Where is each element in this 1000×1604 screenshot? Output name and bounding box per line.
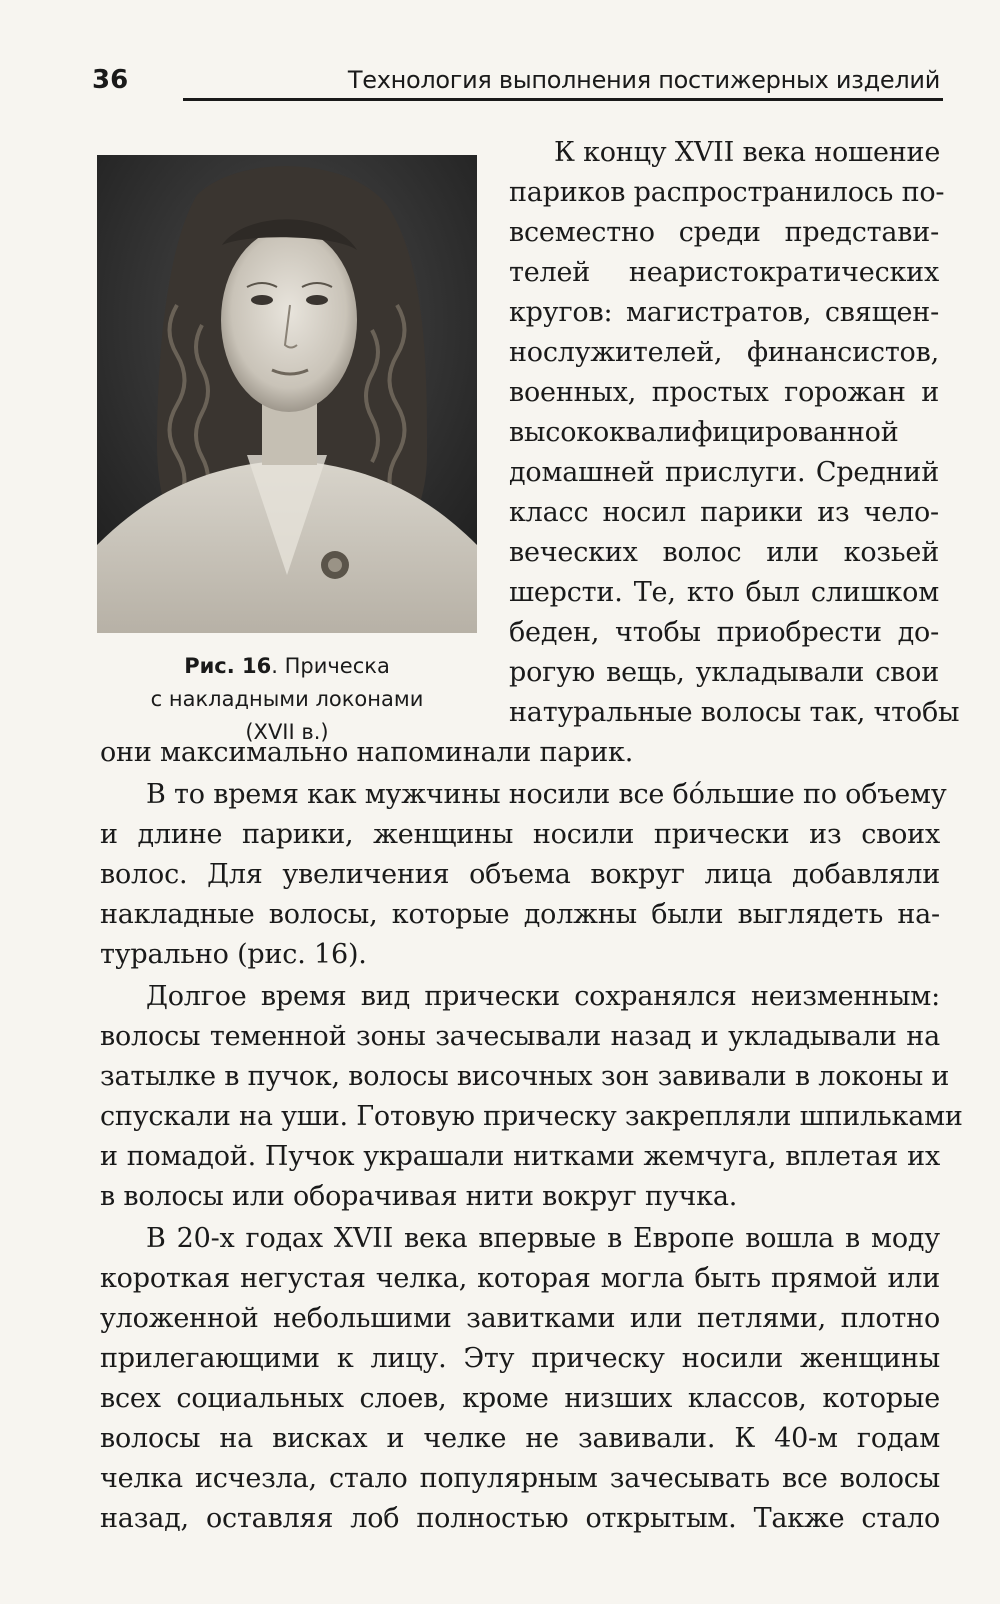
text-line: волос. Для увеличения объема вокруг лица добавляли bbox=[100, 859, 940, 890]
caption-line-1 bbox=[97, 650, 477, 683]
text-line: назад, оставляя лоб полностью открытым. Также стало bbox=[100, 1503, 940, 1534]
text-line: класс носил парики из чело- bbox=[509, 497, 939, 528]
text-line: короткая негустая челка, которая могла быть прямой или bbox=[100, 1263, 940, 1294]
text-line: К концу XVII века ношение bbox=[554, 137, 941, 168]
text-line: прилегающими к лицу. Эту прическу носили женщины bbox=[100, 1343, 940, 1374]
text-line: спускали на уши. Готовую прическу закрепляли шпильками bbox=[100, 1101, 963, 1132]
text-line: волосы на висках и челке не завивали. К 40-м годам bbox=[100, 1423, 940, 1454]
text-line: и длине парики, женщины носили прически из своих bbox=[100, 819, 940, 850]
text-line: рогую вещь, укладывали свои bbox=[509, 657, 939, 688]
caption-line-3: (XVII в.) bbox=[245, 720, 329, 744]
text-line: домашней прислуги. Средний bbox=[509, 457, 939, 488]
text-line: париков распространилось по- bbox=[509, 177, 945, 208]
text-line: всеместно среди представи- bbox=[509, 217, 939, 248]
text-line: всех социальных слоев, кроме низших классов, которые bbox=[100, 1383, 940, 1414]
text-line: накладные волосы, которые должны были выглядеть на- bbox=[100, 899, 940, 930]
text-line: волосы теменной зоны зачесывали назад и укладывали на bbox=[100, 1021, 940, 1052]
text-line: челка исчезла, стало популярным зачесывать все волосы bbox=[100, 1463, 940, 1494]
text-line: телей неаристократических bbox=[509, 257, 939, 288]
portrait-illustration bbox=[97, 155, 477, 633]
text-line: военных, простых горожан и bbox=[509, 377, 939, 408]
text-line: кругов: магистратов, священ- bbox=[509, 297, 939, 328]
portrait-figure bbox=[97, 155, 477, 633]
text-line: веческих волос или козьей bbox=[509, 537, 939, 568]
caption-line-2: с накладными локонами bbox=[150, 687, 424, 711]
text-line: в волосы или оборачивая нити вокруг пучка. bbox=[100, 1181, 738, 1212]
text-line: шерсти. Те, кто был слишком bbox=[509, 577, 939, 608]
text-line: и помадой. Пучок украшали нитками жемчуга, вплетая их bbox=[100, 1141, 940, 1172]
text-line: высококвалифицированной bbox=[509, 417, 899, 448]
text-line: турально (рис. 16). bbox=[100, 939, 367, 970]
text-line: уложенной небольшими завитками или петлями, плотно bbox=[100, 1303, 940, 1334]
text-line: они максимально напоминали парик. bbox=[100, 737, 634, 768]
caption-text: . Прическа bbox=[271, 654, 390, 678]
running-title: Технология выполнения постижерных изделий bbox=[347, 66, 940, 94]
header-rule bbox=[183, 98, 943, 101]
text-line: натуральные волосы так, чтобы bbox=[509, 697, 960, 728]
text-line: нослужителей, финансистов, bbox=[509, 337, 939, 368]
text-line: В 20-х годах XVII века впервые в Европе вошла в моду bbox=[146, 1223, 940, 1254]
caption-label: Рис. 16 bbox=[184, 654, 272, 678]
text-line: Долгое время вид прически сохранялся неизменным: bbox=[146, 981, 940, 1012]
text-line: затылке в пучок, волосы височных зон завивали в локоны и bbox=[100, 1061, 950, 1092]
text-line: беден, чтобы приобрести до- bbox=[509, 617, 939, 648]
text-line: В то время как мужчины носили все бóльшие по объему bbox=[146, 779, 947, 810]
page-number: 36 bbox=[92, 65, 129, 95]
